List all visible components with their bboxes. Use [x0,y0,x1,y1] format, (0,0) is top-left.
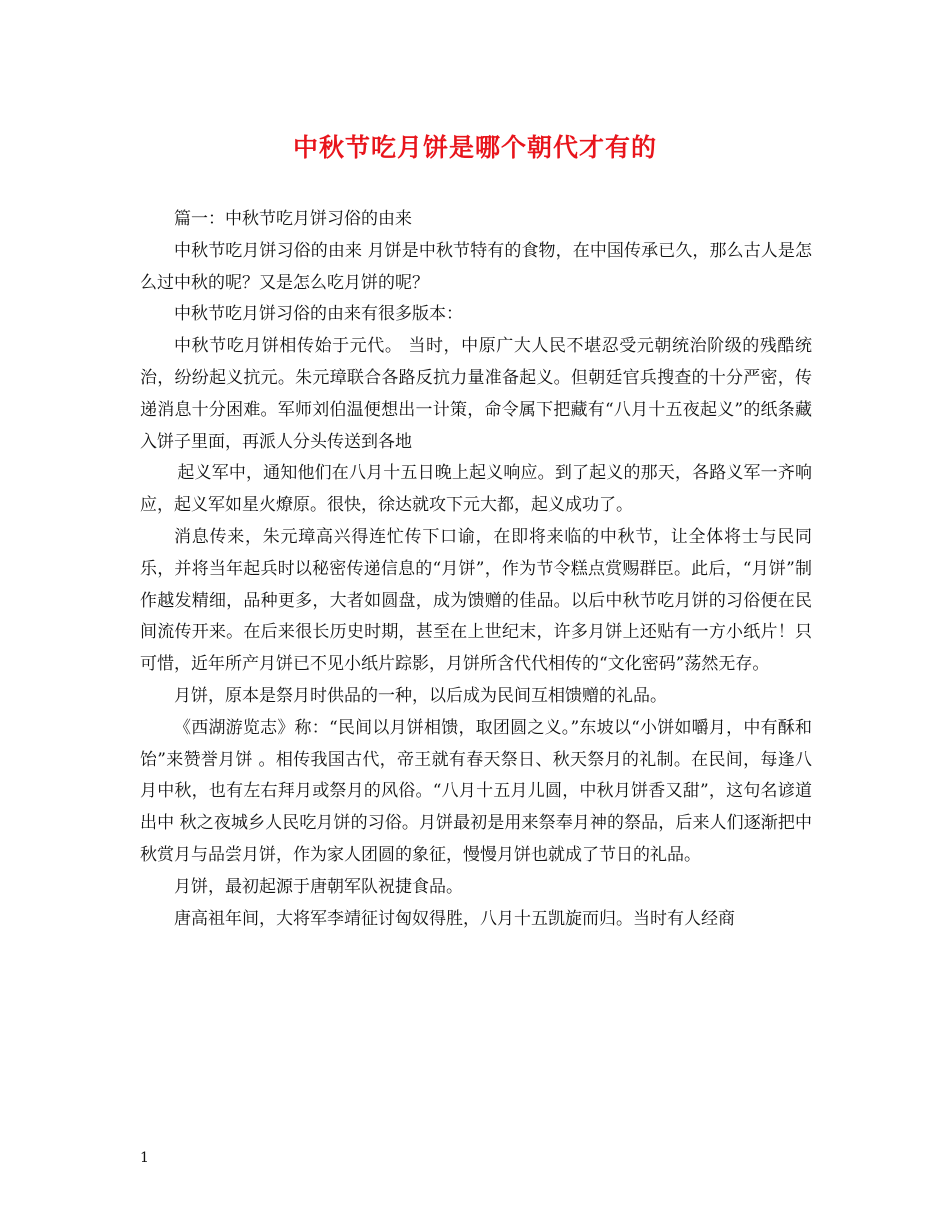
document-body [140,204,812,935]
paragraph: 起义军中，通知他们在八月十五日晚上起义响应。到了起义的那天，各路义军一齐响应，起义军如星火燎原。很快，徐达就攻下元大都，起义成功了。 [140,463,812,516]
section-heading: 篇一：中秋节吃月饼习俗的由来 [174,209,412,229]
paragraph: 消息传来，朱元璋高兴得连忙传下口谕，在即将来临的中秋节，让全体将士与民同乐，并将当年起兵时以秘密传递信息的“月饼”，作为节令糕点赏赐群臣。此后，“月饼”制作越发精细，品种更多，大者如圆盘，成为馈赠的佳品。以后中秋节吃月饼的习俗便在民间流传开来。在后来很长历史时期，甚至在上世纪末，许多月饼上还贴有一方小纸片！只可惜，近年所产月饼已不见小纸片踪影，月饼所含代代相传的“文化密码”荡然无存。 [140,526,812,675]
paragraph: 中秋节吃月饼习俗的由来 月饼是中秋节特有的食物，在中国传承已久，那么古人是怎么过中秋的呢？又是怎么吃月饼的呢？ [140,240,812,293]
paragraph: 月饼，原本是祭月时供品的一种，以后成为民间互相馈赠的礼品。 [174,685,667,706]
paragraph: 《西湖游览志》称：“民间以月饼相馈，取团圆之义。”东坡以“小饼如嚼月，中有酥和饴”来赞誉月饼 。相传我国古代，帝王就有春天祭日、秋天祭月的礼制。在民间，每逢八月中秋，也有左右拜月或祭月的风俗。“八月十五月儿圆，中秋月饼香又甜”，这句名谚道出中 秋之夜城乡人民吃月饼的习俗。月饼最初是用来祭奉月神的祭品，后来人们逐渐把中秋赏月与品尝月饼，作为家人团圆的象征，慢慢月饼也就成了节日的礼品。 [140,717,812,865]
page-number: 1 [140,1150,149,1166]
paragraph: 唐高祖年间，大将军李靖征讨匈奴得胜，八月十五凯旋而归。当时有人经商 [174,908,735,929]
paragraph: 中秋节吃月饼相传始于元代。 当时，中原广大人民不堪忍受元朝统治阶级的残酷统治，纷纷起义抗元。朱元璋联合各路反抗力量准备起义。但朝廷官兵搜查的十分严密，传递消息十分困难。军师刘伯温便想出一计策，命令属下把藏有“八月十五夜起义”的纸条藏入饼子里面，再派人分头传送到各地 [140,336,812,452]
document-title: 中秋节吃月饼是哪个朝代才有的 [292,133,657,162]
paragraph: 月饼，最初起源于唐朝军队祝捷食品。 [174,876,463,897]
paragraph: 中秋节吃月饼习俗的由来有很多版本： [174,304,463,325]
